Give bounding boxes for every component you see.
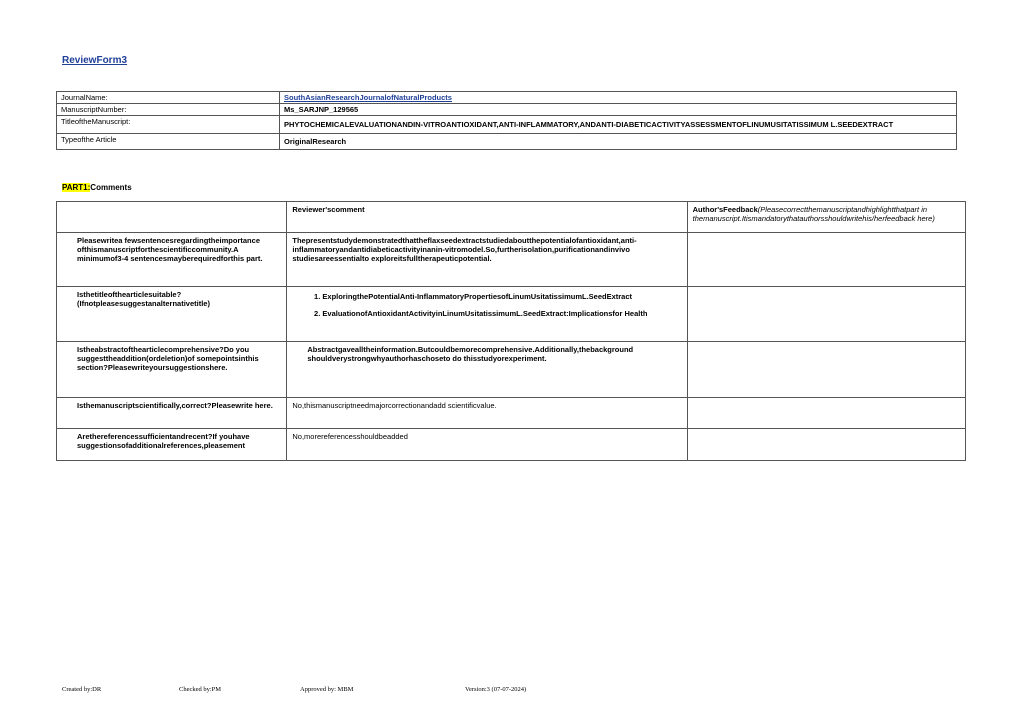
manuscript-title-value: PHYTOCHEMICALEVALUATIONANDIN-VITROANTIOXIDANT,ANTI-INFLAMMATORY,ANDANTI-DIABETICACTIVITYASSESSMENTOFLINUMUSITATISSIMUM L.SEEDEXTRACT (280, 116, 957, 134)
comment-title[interactable] (287, 287, 687, 342)
part1-heading (62, 183, 132, 192)
journal-row (57, 92, 957, 104)
suggested-title-2: 2. EvaluationofAntioxidantActivityinLinumUsitatissimumL.SeedExtract:Implicationsfor Health (322, 309, 681, 318)
question-importance: Pleasewritea fewsentencesregardingtheimportance ofthismanuscriptforthescientificcommunity.A minimumof3-4 sentencesmayberequiredforthis part. (57, 233, 287, 287)
manuscript-number-value: Ms_SARJNP_129565 (280, 104, 957, 116)
question-abstract: Istheabstractofthearticlecomprehensive?Do you suggesttheaddition(ordeletion)of somepointsinthis section?Pleasewriteyoursuggestionshere. (57, 342, 287, 398)
comment-importance[interactable]: Thepresentstudydemonstratedthattheflaxseedextractstudiedaboutthepotentialofantioxidant,anti-inflammatoryandantidiabeticactivityinanin-vitromodel.So,furtherisolation,purificationandinvivo studiesareessentialto exploreitsfulltherapeuticpotential. (287, 233, 687, 287)
author-feedback-instructions: (Pleasecorrectthemanuscriptandhighlightthatpart in themanuscript.Itismandatorythatauthorsshouldwritehis/herfeedback here) (692, 205, 935, 223)
manuscript-number-label: ManuscriptNumber: (57, 104, 280, 116)
article-type-value: OriginalResearch (280, 134, 957, 150)
question-title: Isthetitleofthearticlesuitable? (Ifnotpleasesuggestanalternativetitle) (57, 287, 287, 342)
header-author-feedback (687, 202, 965, 233)
table-row (57, 398, 966, 429)
part1-highlight: PART1: (62, 183, 91, 192)
author-feedback-label: Author'sFeedback (692, 205, 758, 214)
table-row (57, 342, 966, 398)
journal-label: JournalName: (57, 92, 280, 104)
comment-scientific[interactable]: No,thismanuscriptneedmajorcorrectionandadd scientificvalue. (287, 398, 687, 429)
footer-created-by: Created by:DR (62, 686, 102, 693)
table-row (57, 287, 966, 342)
footer-version: Version:3 (07-07-2024) (465, 686, 527, 693)
table-row (57, 233, 966, 287)
question-references: Arethereferencessufficientandrecent?If youhave suggestionsofadditionalreferences,pleasement (57, 429, 287, 461)
manuscript-title-label: TitleoftheManuscript: (57, 116, 280, 134)
question-scientific: Isthemanuscriptscientifically,correct?Pleasewrite here. (57, 398, 287, 429)
manuscript-title-row (57, 116, 957, 134)
form-title[interactable]: ReviewForm3 (62, 55, 128, 66)
author-feedback-importance[interactable] (687, 233, 965, 287)
author-feedback-title[interactable] (687, 287, 965, 342)
comment-abstract[interactable]: Abstractgavealltheinformation.Butcouldbemorecomprehensive.Additionally,thebackground shouldverystrongwhyauthorhaschoseto do thisstudyorexperiment. (287, 342, 687, 398)
comments-header-row (57, 202, 966, 233)
table-row (57, 429, 966, 461)
manuscript-number-row (57, 104, 957, 116)
footer-checked-by: Checked by:PM (179, 686, 222, 693)
comments-table (56, 201, 966, 461)
author-feedback-references[interactable] (687, 429, 965, 461)
suggested-titles-list (292, 292, 681, 318)
article-type-row (57, 134, 957, 150)
author-feedback-abstract[interactable] (687, 342, 965, 398)
header-question-cell (57, 202, 287, 233)
journal-name-link[interactable]: SouthAsianResearchJournalofNaturalProducts (284, 93, 452, 102)
part1-label: Comments (90, 183, 132, 192)
footer-approved-by: Approved by: MBM (300, 686, 354, 693)
article-type-label: Typeofthe Article (57, 134, 280, 150)
comment-references[interactable]: No,morereferencesshouldbeadded (287, 429, 687, 461)
manuscript-info-table (56, 91, 957, 150)
header-reviewer-comment: Reviewer'scomment (287, 202, 687, 233)
suggested-title-1: 1. ExploringthePotentialAnti-InflammatoryPropertiesofLinumUsitatissimumL.SeedExtract (322, 292, 681, 301)
author-feedback-scientific[interactable] (687, 398, 965, 429)
